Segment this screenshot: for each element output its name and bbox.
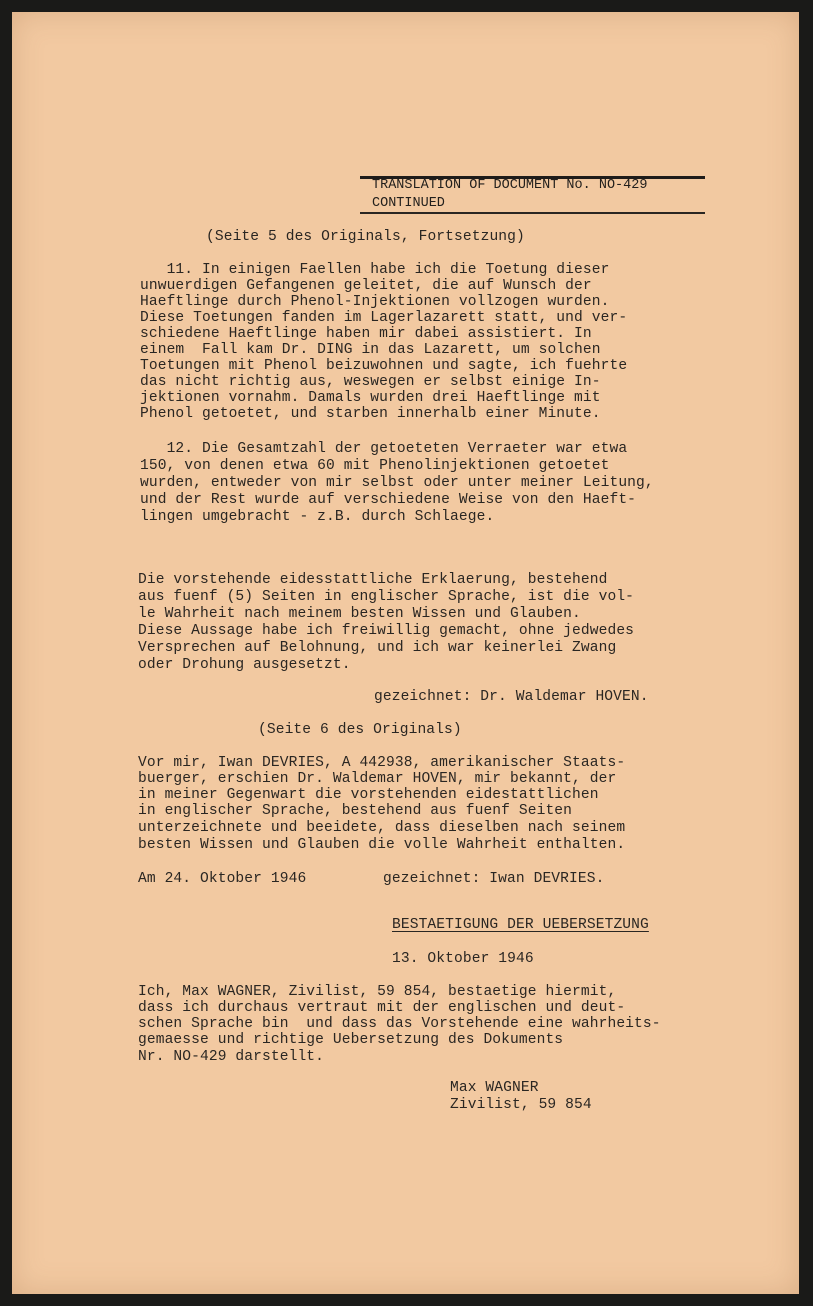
- sworn-line: besten Wissen und Glauben die volle Wahrheit enthalten.: [138, 837, 626, 853]
- certification-date: 13. Oktober 1946: [392, 951, 534, 967]
- header-rule-bottom: [360, 212, 705, 214]
- para11-line: Phenol getoetet, und starben innerhalb einer Minute.: [140, 406, 601, 422]
- certification-line: Nr. NO-429 darstellt.: [138, 1049, 325, 1065]
- para12-line: und der Rest wurde auf verschiedene Weise von den Haeft-: [140, 492, 637, 508]
- para12-line: lingen umgebracht - z.B. durch Schlaege.: [140, 509, 495, 525]
- translator-name: Max WAGNER: [450, 1080, 539, 1096]
- translation-header: [360, 172, 705, 220]
- certification-line: schen Sprache bin und dass das Vorstehende eine wahrheits-: [138, 1016, 661, 1032]
- para11-line: Toetungen mit Phenol beizuwohnen und sagte, ich fuehrte: [140, 358, 628, 374]
- para12-line: 150, von denen etwa 60 mit Phenolinjektionen getoetet: [140, 458, 610, 474]
- translator-id: Zivilist, 59 854: [450, 1097, 592, 1113]
- declaration-line: le Wahrheit nach meinem besten Wissen und Glauben.: [138, 606, 581, 622]
- header-line-2: CONTINUED: [372, 196, 445, 211]
- header-line-1: TRANSLATION OF DOCUMENT No. NO-429: [372, 178, 648, 193]
- sworn-line: buerger, erschien Dr. Waldemar HOVEN, mir bekannt, der: [138, 771, 617, 787]
- para11-line: Haeftlinge durch Phenol-Injektionen vollzogen wurden.: [140, 294, 610, 310]
- para11-line: jektionen vornahm. Damals wurden drei Haeftlinge mit: [140, 390, 601, 406]
- signature-devries: gezeichnet: Iwan DEVRIES.: [383, 871, 605, 887]
- para11-line: 11. In einigen Faellen habe ich die Toetung dieser: [140, 262, 610, 278]
- para12-line: 12. Die Gesamtzahl der getoeteten Verraeter war etwa: [140, 441, 628, 457]
- sworn-line: unterzeichnete und beeidete, dass dieselben nach seinem: [138, 820, 626, 836]
- certification-title: BESTAETIGUNG DER UEBERSETZUNG: [392, 917, 649, 933]
- declaration-line: Diese Aussage habe ich freiwillig gemacht, ohne jedwedes: [138, 623, 635, 639]
- sworn-line: in englischer Sprache, bestehend aus fuenf Seiten: [138, 803, 573, 819]
- para11-line: Diese Toetungen fanden im Lagerlazarett statt, und ver-: [140, 310, 628, 326]
- declaration-line: Die vorstehende eidesstattliche Erklaerung, bestehend: [138, 572, 608, 588]
- para11-line: schiedene Haeftlinge haben mir dabei assistiert. In: [140, 326, 592, 342]
- page-note-5: (Seite 5 des Originals, Fortsetzung): [206, 229, 525, 245]
- sworn-line: Vor mir, Iwan DEVRIES, A 442938, amerikanischer Staats-: [138, 755, 626, 771]
- certification-line: gemaesse und richtige Uebersetzung des Dokuments: [138, 1032, 564, 1048]
- date-line: Am 24. Oktober 1946: [138, 871, 307, 887]
- para11-line: unwuerdigen Gefangenen geleitet, die auf Wunsch der: [140, 278, 592, 294]
- page-note-6: (Seite 6 des Originals): [258, 722, 462, 738]
- certification-line: dass ich durchaus vertraut mit der englischen und deut-: [138, 1000, 626, 1016]
- sworn-line: in meiner Gegenwart die vorstehenden eidestattlichen: [138, 787, 599, 803]
- certification-line: Ich, Max WAGNER, Zivilist, 59 854, bestaetige hiermit,: [138, 984, 617, 1000]
- declaration-line: Versprechen auf Belohnung, und ich war keinerlei Zwang: [138, 640, 617, 656]
- signature-hoven: gezeichnet: Dr. Waldemar HOVEN.: [374, 689, 649, 705]
- para11-line: das nicht richtig aus, weswegen er selbst einige In-: [140, 374, 601, 390]
- declaration-line: aus fuenf (5) Seiten in englischer Sprache, ist die vol-: [138, 589, 635, 605]
- para11-line: einem Fall kam Dr. DING in das Lazarett, um solchen: [140, 342, 601, 358]
- para12-line: wurden, entweder von mir selbst oder unter meiner Leitung,: [140, 475, 654, 491]
- declaration-line: oder Drohung ausgesetzt.: [138, 657, 351, 673]
